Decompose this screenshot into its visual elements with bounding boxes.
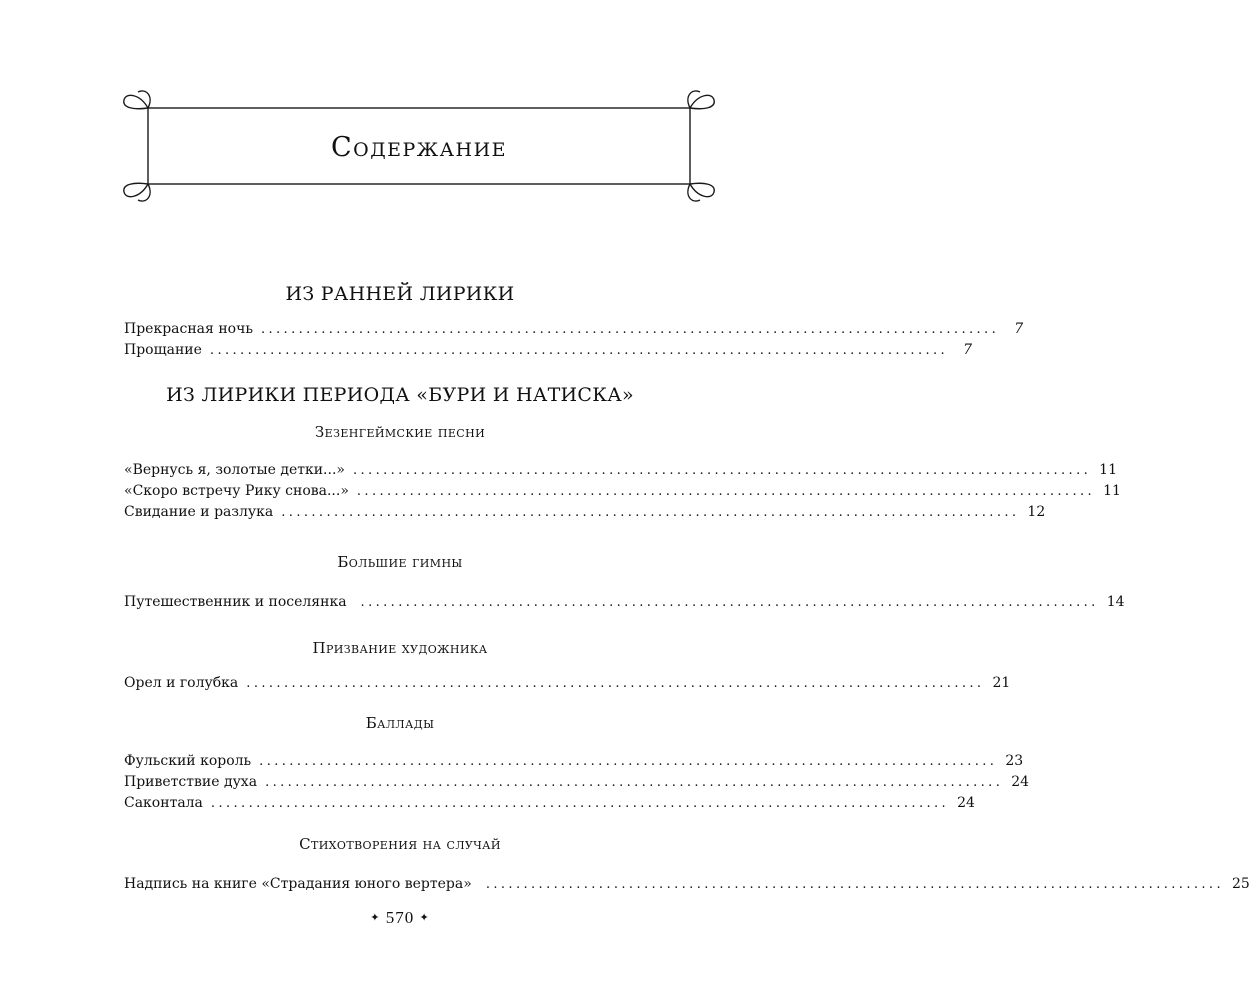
section-heading: ИЗ ЛИРИКИ ПЕРИОДА «БУРИ И НАТИСКА» xyxy=(166,384,634,406)
subsection-heading: Стихотворения на случай xyxy=(299,835,501,853)
section-heading: ИЗ РАННЕЙ ЛИРИКИ xyxy=(285,283,515,305)
toc-entry[interactable] xyxy=(124,342,973,362)
toc-entry[interactable] xyxy=(124,462,1117,482)
left-ornament-icon: ✦ xyxy=(370,912,381,924)
dot-leader: .................................................................................................. xyxy=(260,322,1000,337)
subsection-heading: Призвание художника xyxy=(312,639,488,657)
subsection-heading: Зезенгеймские песни xyxy=(314,423,486,441)
dot-leader: .................................................................................................. xyxy=(485,877,1224,892)
dot-leader: .................................................................................................. xyxy=(360,595,1099,610)
toc-entry[interactable] xyxy=(124,504,1046,524)
toc-entry-page: 7 xyxy=(963,342,973,358)
toc-entry-title: Орел и голубка xyxy=(124,675,239,691)
toc-entry-title: Надпись на книге «Страдания юного вертера» xyxy=(124,876,472,892)
dot-leader: .................................................................................................. xyxy=(356,484,1096,499)
toc-entry-title: Фульский король xyxy=(124,753,252,769)
subsection-heading: Баллады xyxy=(365,714,435,732)
toc-entry-page: 24 xyxy=(1011,774,1030,790)
toc-entry[interactable] xyxy=(124,795,975,815)
toc-entry-title: Саконтала xyxy=(124,795,203,811)
toc-entry-title: Прощание xyxy=(124,342,202,358)
title-frame xyxy=(120,86,718,206)
toc-entry-title: «Вернусь я, золотые детки...» xyxy=(124,462,345,478)
toc-entry-page: 7 xyxy=(1014,321,1024,337)
toc-entry-page: 12 xyxy=(1027,504,1046,520)
toc-entry-title: «Скоро встречу Рику снова...» xyxy=(124,483,349,499)
toc-entry-page: 21 xyxy=(992,675,1011,691)
right-ornament-icon: ✦ xyxy=(419,912,430,924)
dot-leader: .................................................................................................. xyxy=(281,505,1020,520)
toc-entry-page: 25 xyxy=(1231,876,1250,892)
toc-entry-page: 11 xyxy=(1099,462,1117,478)
dot-leader: .................................................................................................. xyxy=(352,463,1092,478)
dot-leader: .................................................................................................. xyxy=(265,775,1004,790)
dot-leader: .................................................................................................. xyxy=(259,754,998,769)
toc-entry[interactable] xyxy=(124,483,1121,503)
toc-entry[interactable] xyxy=(124,876,1250,896)
page-title: Содержание xyxy=(330,132,508,163)
page-number xyxy=(0,908,800,928)
toc-entry[interactable] xyxy=(124,753,1024,773)
toc-entry[interactable] xyxy=(124,774,1030,794)
toc-entry-page: 11 xyxy=(1103,483,1121,499)
toc-entry-title: Путешественник и поселянка xyxy=(124,594,347,610)
toc-entry[interactable] xyxy=(124,321,1024,341)
toc-entry-page: 23 xyxy=(1005,753,1024,769)
subsection-heading: Большие гимны xyxy=(337,553,463,571)
toc-entry-title: Приветствие духа xyxy=(124,774,258,790)
toc-entry[interactable] xyxy=(124,675,1011,695)
dot-leader: .................................................................................................. xyxy=(209,343,949,358)
toc-entry[interactable] xyxy=(124,594,1125,614)
toc-entry-page: 14 xyxy=(1106,594,1125,610)
toc-entry-page: 24 xyxy=(957,795,975,811)
toc-entry-title: Прекрасная ночь xyxy=(124,321,253,337)
dot-leader: .................................................................................................. xyxy=(246,676,985,691)
page-number-value: 570 xyxy=(385,908,415,927)
dot-leader: .................................................................................................. xyxy=(210,796,950,811)
toc-entry-title: Свидание и разлука xyxy=(124,504,274,520)
